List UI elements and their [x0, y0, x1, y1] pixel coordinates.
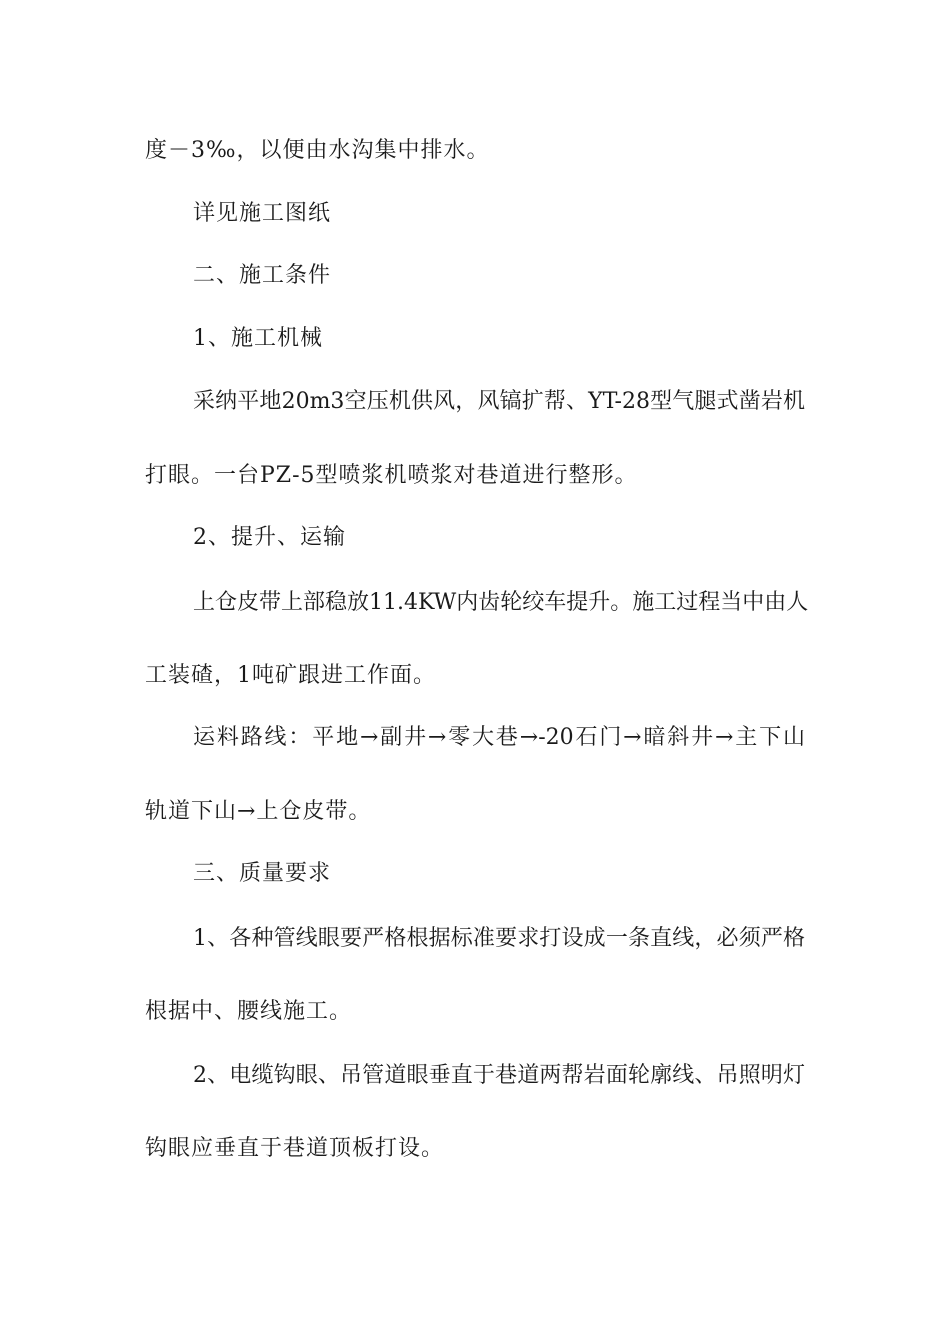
- paragraph-line: 上仓皮带上部稳放11.4KW内齿轮绞车提升。施工过程当中由人: [193, 590, 809, 615]
- section-heading: 三、质量要求: [193, 861, 332, 886]
- paragraph-line: 度－3‰，以便由水沟集中排水。: [145, 138, 490, 163]
- section-heading: 二、施工条件: [193, 263, 332, 288]
- paragraph-line: 2、电缆钩眼、吊管道眼垂直于巷道两帮岩面轮廓线、吊照明灯: [193, 1063, 805, 1088]
- subsection-heading: 2、提升、运输: [193, 525, 346, 550]
- paragraph-line: 采纳平地20m3空压机供风，风镐扩帮、YT-28型气腿式凿岩机: [193, 389, 805, 414]
- paragraph-line: 详见施工图纸: [193, 201, 332, 226]
- subsection-heading: 1、施工机械: [193, 326, 323, 351]
- paragraph-line: 工装碴，1吨矿跟进工作面。: [145, 663, 436, 688]
- paragraph-line: 打眼。一台PZ-5型喷浆机喷浆对巷道进行整形。: [145, 463, 638, 488]
- paragraph-line: 运料路线：平地→副井→零大巷→-20石门→暗斜井→主下山: [193, 725, 805, 750]
- paragraph-line: 1、各种管线眼要严格根据标准要求打设成一条直线，必须严格: [193, 926, 805, 951]
- paragraph-line: 轨道下山→上仓皮带。: [145, 799, 372, 824]
- paragraph-line: 根据中、腰线施工。: [145, 999, 353, 1024]
- paragraph-line: 钩眼应垂直于巷道顶板打设。: [145, 1136, 445, 1161]
